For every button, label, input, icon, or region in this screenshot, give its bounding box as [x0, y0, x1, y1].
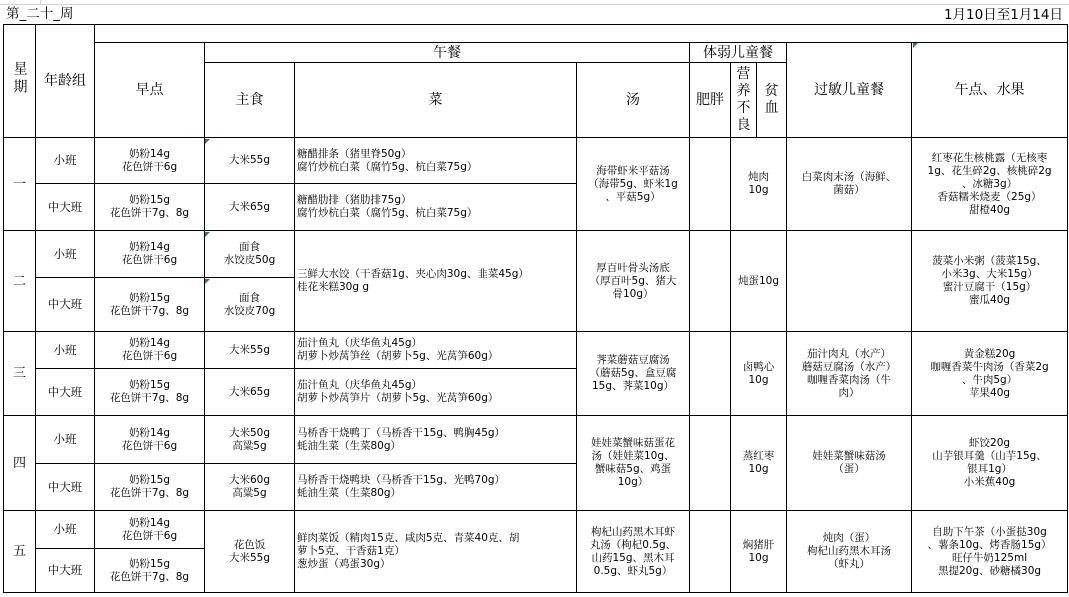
- staple-cell[interactable]: [205, 511, 295, 593]
- staple-cell-line: 大米55g: [228, 154, 271, 166]
- weekday-cell[interactable]: 三: [4, 332, 36, 416]
- afternoon-cell-line: 、牛肉5g）: [961, 373, 1018, 386]
- afternoon-cell-line: 甜橙40g: [969, 203, 1011, 216]
- staple-cell-line: 面食: [239, 241, 260, 253]
- morning-snack-cell-line: 奶粉15g: [128, 194, 171, 206]
- dish-cell[interactable]: [295, 184, 577, 231]
- weekday-cell[interactable]: 二: [4, 231, 36, 332]
- afternoon-cell-line: 自助下午茶（小蛋挞30g: [932, 525, 1047, 538]
- morning-snack-cell-line: 花色饼干6g: [121, 254, 178, 266]
- malnutrition-anemia-cell-line: 10g: [748, 184, 769, 196]
- afternoon-cell-line: 旺仔牛奶125ml: [951, 551, 1028, 564]
- obese-cell[interactable]: [690, 416, 731, 511]
- dish-cell-line: 葱炒蛋（鸡蛋30g）: [297, 558, 391, 570]
- morning-snack-cell-line: 花色饼干6g: [121, 350, 178, 362]
- table-row: [4, 332, 1068, 369]
- morning-snack-cell-line: 花色饼干7g、8g: [109, 487, 190, 499]
- soup-cell[interactable]: [577, 332, 690, 416]
- malnutrition-anemia-cell[interactable]: [731, 416, 787, 511]
- morning-snack-cell-line: 花色饼干6g: [121, 160, 178, 173]
- soup-cell-line: 山药15g、黑木耳: [591, 551, 675, 564]
- allergy-cell-line: 菌菇）: [833, 184, 865, 196]
- dish-cell-line: 腐竹炒杭白菜（腐竹5g、杭白菜75g）: [297, 207, 478, 219]
- week-label[interactable]: 第_二十_周: [6, 6, 74, 22]
- soup-cell-line: 厚百叶骨头汤底: [596, 261, 670, 274]
- staple-cell[interactable]: [205, 416, 295, 464]
- staple-cell-line: 大米60g: [228, 474, 271, 486]
- malnutrition-anemia-cell[interactable]: [731, 332, 787, 416]
- staple-cell[interactable]: [205, 184, 295, 231]
- allergy-cell-line: 肉）: [838, 386, 860, 399]
- dish-cell-line: 蚝油生菜（生菜80g）: [297, 487, 402, 499]
- soup-cell-line: 0.5g、虾丸5g）: [593, 564, 673, 577]
- morning-snack-cell-line: 奶粉15g: [128, 474, 171, 486]
- header-blank-row[interactable]: [95, 25, 1068, 43]
- dish-cell[interactable]: [295, 231, 577, 332]
- soup-cell-line: 荠菜蘑菇豆腐汤: [596, 354, 670, 366]
- obese-cell[interactable]: [690, 231, 731, 332]
- staple-cell[interactable]: [205, 369, 295, 416]
- morning-snack-cell-line: 奶粉14g: [128, 241, 171, 253]
- header-weak-children[interactable]: 体弱儿童餐: [690, 43, 787, 63]
- afternoon-cell-line: 1g、花生碎2g、核桃碎2g: [927, 164, 1052, 177]
- age-group-cell[interactable]: 小班: [36, 416, 95, 464]
- age-group-cell[interactable]: 小班: [36, 138, 95, 184]
- dish-cell-line: 腐竹炒杭白菜（腐竹5g、杭白菜75g）: [297, 160, 478, 173]
- malnutrition-anemia-cell[interactable]: [731, 511, 787, 593]
- soup-cell-line: 枸杞山药黑木耳虾: [591, 525, 675, 538]
- afternoon-cell-line: 苹果40g: [969, 386, 1011, 399]
- morning-snack-cell-line: 花色饼干7g、8g: [109, 207, 190, 219]
- cell-comment-marker: [205, 139, 210, 144]
- soup-cell-line: 娃娃菜蟹味菇蛋花: [591, 437, 675, 449]
- allergy-cell-line: 白菜肉末汤（海鲜、: [801, 171, 897, 183]
- afternoon-cell-line: 咖喱香菜牛肉汤（香菜2g: [930, 360, 1049, 373]
- sheet-corner-cell[interactable]: [0, 0, 41, 4]
- title-row: [3, 5, 1067, 24]
- header-malnutrition[interactable]: 营养不良: [731, 63, 757, 138]
- malnutrition-anemia-cell-line: 焖猪肝: [742, 538, 775, 551]
- allergy-cell[interactable]: [787, 511, 912, 593]
- table-row: [4, 231, 1068, 278]
- allergy-cell-line: 茄汁肉丸（水产）: [807, 347, 891, 360]
- afternoon-cell-line: 香菇糯米烧麦（25g）: [937, 190, 1042, 203]
- morning-snack-cell[interactable]: [95, 332, 205, 369]
- afternoon-cell-line: 山芋银耳羹（山芋15g、: [932, 450, 1047, 462]
- morning-snack-cell[interactable]: [95, 231, 205, 278]
- allergy-cell-line: （虾丸）: [828, 558, 870, 570]
- allergy-cell-line: （蛋）: [833, 463, 865, 475]
- staple-cell-line: 高粱5g: [232, 487, 267, 499]
- dish-cell[interactable]: [295, 464, 577, 511]
- table-row: [4, 416, 1068, 464]
- malnutrition-anemia-cell-line: 炖蛋10g: [737, 274, 780, 287]
- soup-cell[interactable]: [577, 416, 690, 511]
- morning-snack-cell-line: 奶粉14g: [128, 147, 171, 160]
- staple-cell-line: 大米65g: [228, 385, 271, 398]
- dish-cell[interactable]: [295, 138, 577, 184]
- dish-cell-line: 胡萝卜炒莴笋片（胡萝卜5g、光莴笋60g）: [297, 392, 499, 404]
- morning-snack-cell-line: 花色饼干7g、8g: [109, 570, 190, 583]
- afternoon-cell-line: 、冰糖3g）: [961, 177, 1018, 190]
- header-soup[interactable]: 汤: [577, 63, 690, 138]
- soup-cell-line: 骨10g）: [612, 287, 654, 300]
- soup-cell-line: 汤（娃娃菜10g、: [591, 450, 675, 462]
- weekday-cell[interactable]: 五: [4, 511, 36, 593]
- menu-table: [3, 24, 1068, 593]
- afternoon-cell-line: 、薯条10g、烤香肠15g）: [927, 538, 1052, 551]
- morning-snack-cell-line: 奶粉14g: [128, 426, 171, 439]
- staple-cell-line: 花色饭: [233, 538, 266, 551]
- header-lunch[interactable]: 午餐: [205, 43, 690, 63]
- malnutrition-anemia-cell-line: 蒸红枣: [742, 450, 775, 462]
- staple-cell-line: 大米50g: [228, 426, 271, 439]
- morning-snack-cell-line: 奶粉15g: [128, 379, 171, 391]
- dish-cell-line: 马桥香干烧鸭块（马桥香干15g、光鸭70g）: [297, 474, 506, 486]
- allergy-cell-line: 炖肉（蛋）: [822, 532, 876, 544]
- morning-snack-cell[interactable]: [95, 416, 205, 464]
- staple-cell-line: 面食: [239, 291, 260, 304]
- afternoon-cell[interactable]: [912, 416, 1068, 511]
- dish-cell[interactable]: [295, 416, 577, 464]
- allergy-cell-line: 枸杞山药黑木耳汤: [807, 545, 891, 557]
- header-dish[interactable]: 菜: [295, 63, 577, 138]
- table-row: [4, 138, 1068, 184]
- age-group-cell[interactable]: 中大班: [36, 184, 95, 231]
- afternoon-cell[interactable]: [912, 138, 1068, 231]
- allergy-cell-line: 咖喱香菜肉汤（牛: [807, 373, 891, 386]
- malnutrition-anemia-cell-line: 10g: [748, 551, 769, 564]
- header-age-group[interactable]: 年龄组: [36, 25, 95, 138]
- age-group-cell[interactable]: 小班: [36, 332, 95, 369]
- staple-cell-line: 大米65g: [228, 200, 271, 213]
- allergy-cell[interactable]: [787, 138, 912, 231]
- obese-cell[interactable]: [690, 511, 731, 593]
- allergy-cell[interactable]: [787, 231, 912, 332]
- age-group-cell[interactable]: 中大班: [36, 549, 95, 593]
- age-group-cell[interactable]: 中大班: [36, 278, 95, 332]
- morning-snack-cell[interactable]: [95, 549, 205, 593]
- dish-cell-line: 糖醋肋排（猪肋排75g）: [297, 194, 412, 206]
- soup-cell-line: 15g、荠菜10g）: [591, 380, 675, 392]
- dish-cell-line: 胡萝卜炒莴笋丝（胡萝卜5g、光莴笋60g）: [297, 350, 499, 362]
- morning-snack-cell-line: 奶粉15g: [128, 557, 171, 570]
- malnutrition-anemia-cell-line: 卤鸭心: [742, 360, 775, 373]
- afternoon-cell-line: 菠菜小米粥（菠菜15g、: [932, 255, 1047, 267]
- soup-cell-line: 丸汤（枸杞0.5g、: [589, 538, 677, 551]
- afternoon-cell-line: 虾饺20g: [969, 437, 1011, 449]
- afternoon-cell-line: 红枣花生核桃露（无核枣: [931, 151, 1048, 164]
- age-group-cell[interactable]: 小班: [36, 511, 95, 549]
- soup-cell[interactable]: [577, 511, 690, 593]
- morning-snack-cell[interactable]: [95, 464, 205, 511]
- afternoon-cell-line: 小米蕉40g: [963, 476, 1016, 488]
- age-group-cell[interactable]: 中大班: [36, 464, 95, 511]
- allergy-cell[interactable]: [787, 416, 912, 511]
- staple-cell[interactable]: [205, 231, 295, 278]
- staple-cell-line: 高粱5g: [232, 439, 267, 452]
- soup-cell-line: 海带虾米平菇汤: [596, 164, 670, 177]
- malnutrition-anemia-cell[interactable]: [731, 231, 787, 332]
- dish-cell-line: 三鲜大水饺（干香菇1g、夹心肉30g、韭菜45g）: [297, 268, 529, 280]
- obese-cell[interactable]: [690, 138, 731, 231]
- staple-cell[interactable]: [205, 278, 295, 332]
- dish-cell[interactable]: [295, 369, 577, 416]
- cell-comment-marker: [205, 232, 210, 237]
- morning-snack-cell-line: 奶粉14g: [128, 337, 171, 349]
- afternoon-cell-line: 黄金糕20g: [963, 347, 1016, 360]
- morning-snack-cell[interactable]: [95, 511, 205, 549]
- morning-snack-cell-line: 花色饼干7g、8g: [109, 304, 190, 317]
- allergy-cell[interactable]: [787, 332, 912, 416]
- dish-cell-line: 萝卜5克、干香菇1克）: [297, 545, 405, 557]
- table-row: [4, 511, 1068, 549]
- morning-snack-cell-line: 花色饼干7g、8g: [109, 392, 190, 404]
- soup-cell[interactable]: [577, 138, 690, 231]
- staple-cell[interactable]: [205, 138, 295, 184]
- afternoon-cell-line: 小米3g、大米15g）: [941, 268, 1038, 280]
- morning-snack-cell[interactable]: [95, 369, 205, 416]
- soup-cell-line: （蘑菇5g、盒豆腐: [589, 367, 677, 379]
- staple-cell-line: 大米55g: [228, 551, 271, 564]
- dish-cell-line: 茄汁鱼丸（庆华鱼丸45g）: [297, 337, 423, 349]
- allergy-cell-line: 蘑菇豆腐汤（水产）: [801, 360, 897, 373]
- morning-snack-cell[interactable]: [95, 278, 205, 332]
- malnutrition-anemia-cell[interactable]: [731, 138, 787, 231]
- dish-cell[interactable]: [295, 511, 577, 593]
- dish-cell-line: 桂花米糕30g g: [297, 281, 370, 293]
- cell-comment-marker: [205, 279, 210, 284]
- dish-cell-line: 蚝油生菜（生菜80g）: [297, 439, 402, 452]
- weekday-cell[interactable]: 一: [4, 138, 36, 231]
- allergy-cell-line: 娃娃菜蟹味菇汤: [812, 450, 886, 462]
- afternoon-cell-line: 银耳1g）: [967, 463, 1012, 475]
- obese-cell[interactable]: [690, 332, 731, 416]
- morning-snack-cell-line: 奶粉15g: [128, 291, 171, 304]
- soup-cell-line: 、平菇5g）: [605, 190, 661, 203]
- afternoon-cell-line: 黑提20g、砂糖橘30g: [938, 564, 1042, 577]
- header-staple[interactable]: 主食: [205, 63, 295, 138]
- cell-comment-marker: [913, 43, 918, 48]
- age-group-cell[interactable]: 小班: [36, 231, 95, 278]
- header-afternoon[interactable]: 午点、水果: [912, 43, 1068, 138]
- header-allergy[interactable]: 过敏儿童餐: [787, 43, 912, 138]
- malnutrition-anemia-cell-line: 10g: [748, 373, 769, 386]
- soup-cell[interactable]: [577, 231, 690, 332]
- soup-cell-line: 蟹味菇5g、鸡蛋: [594, 463, 672, 475]
- afternoon-cell-line: 蜜汁豆腐干（15g）: [942, 281, 1037, 293]
- dish-cell[interactable]: [295, 332, 577, 369]
- header-weekday[interactable]: 星期: [4, 25, 36, 138]
- morning-snack-cell[interactable]: [95, 184, 205, 231]
- afternoon-cell[interactable]: [912, 332, 1068, 416]
- soup-cell-line: （厚百叶5g、猪大: [589, 274, 677, 287]
- age-group-cell[interactable]: 中大班: [36, 369, 95, 416]
- staple-cell[interactable]: [205, 464, 295, 511]
- header-anemia[interactable]: 贫血: [757, 63, 787, 138]
- afternoon-cell-line: 蜜瓜40g: [969, 294, 1011, 306]
- dish-cell-line: 糖醋排条（猪里脊50g）: [297, 147, 412, 160]
- soup-cell-line: （海带5g、虾米1g: [588, 177, 678, 190]
- afternoon-cell[interactable]: [912, 511, 1068, 593]
- header-obese[interactable]: 肥胖: [690, 63, 731, 138]
- staple-cell-line: 水饺皮70g: [223, 304, 276, 317]
- staple-cell[interactable]: [205, 332, 295, 369]
- header-morning-snack[interactable]: 早点: [95, 43, 205, 138]
- dish-cell-line: 鲜肉菜饭（精肉15克、咸肉5克、青菜40克、胡: [297, 532, 520, 544]
- morning-snack-cell-line: 花色饼干6g: [121, 529, 178, 542]
- soup-cell-line: 10g）: [617, 476, 649, 488]
- morning-snack-cell-line: 奶粉14g: [128, 516, 171, 529]
- staple-cell-line: 水饺皮50g: [223, 254, 276, 266]
- malnutrition-anemia-cell-line: 炖肉: [748, 171, 769, 183]
- weekday-cell[interactable]: 四: [4, 416, 36, 511]
- dish-cell-line: 茄汁鱼丸（庆华鱼丸45g）: [297, 379, 423, 391]
- morning-snack-cell-line: 花色饼干6g: [121, 439, 178, 452]
- malnutrition-anemia-cell-line: 10g: [748, 463, 769, 475]
- date-range[interactable]: 1月10日至1月14日: [943, 7, 1063, 23]
- afternoon-cell[interactable]: [912, 231, 1068, 332]
- dish-cell-line: 马桥香干烧鸭丁（马桥香干15g、鸭胸45g）: [297, 426, 506, 439]
- morning-snack-cell[interactable]: [95, 138, 205, 184]
- staple-cell-line: 大米55g: [228, 343, 271, 356]
